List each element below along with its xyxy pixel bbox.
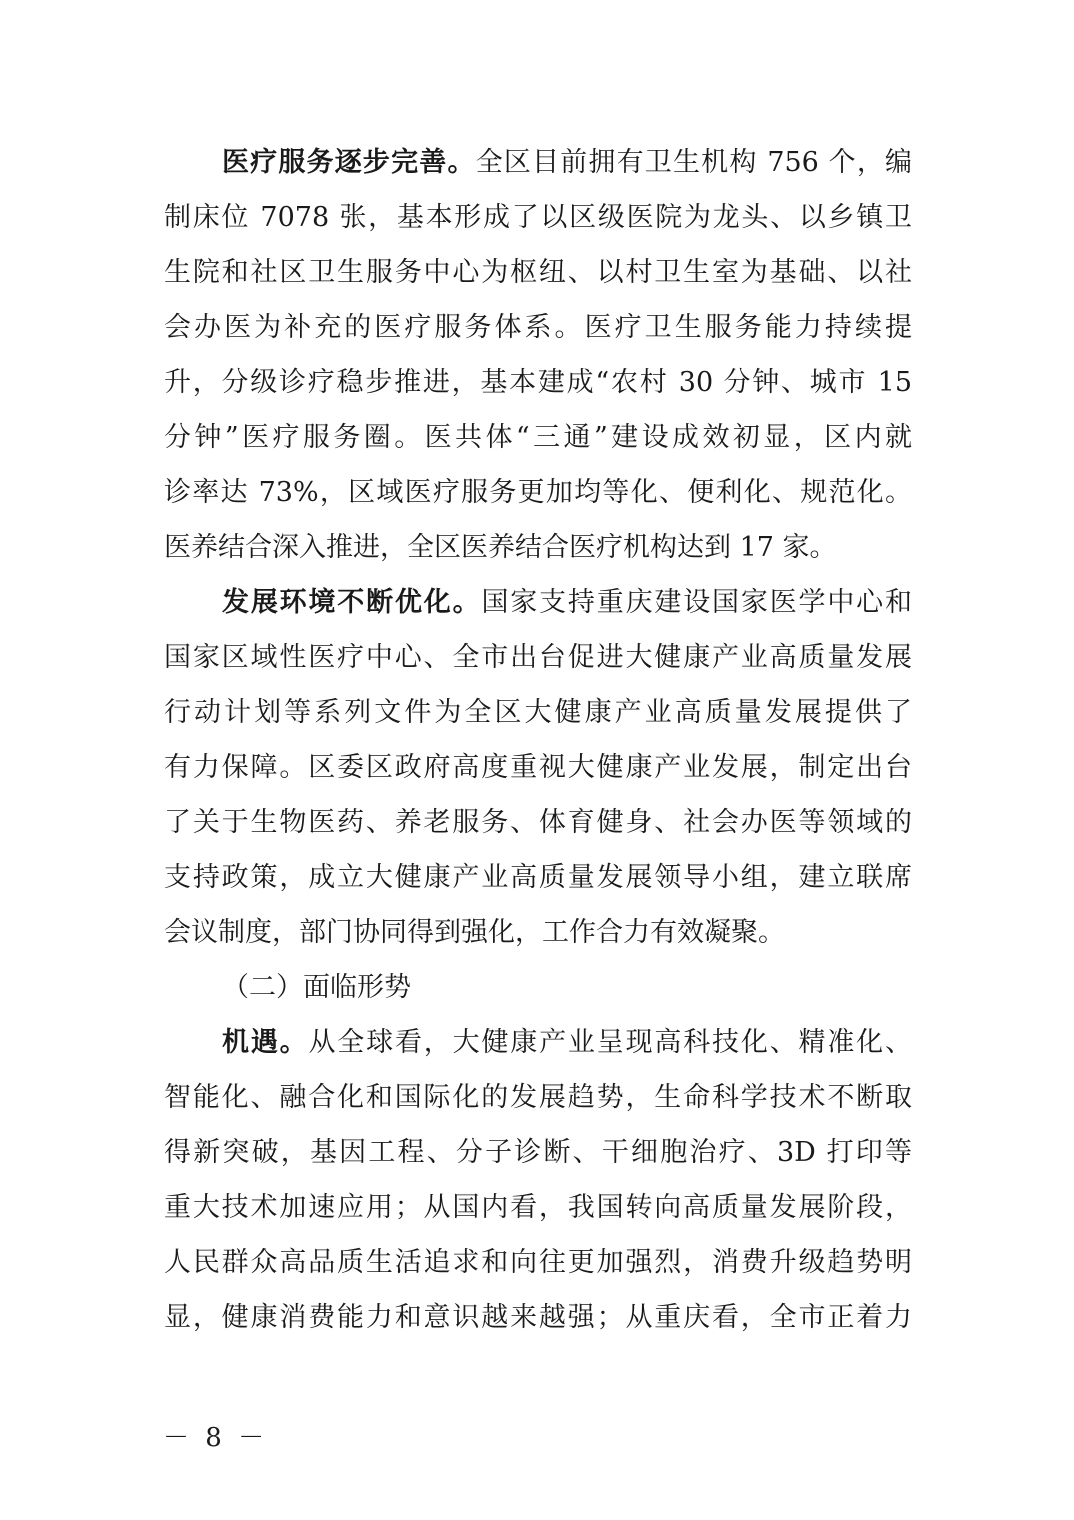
paragraph-2-line-2: 国家区域性医疗中心、全市出台促进大健康产业高质量发展 (164, 642, 912, 673)
paragraph-1-line-3: 生院和社区卫生服务中心为枢纽、以村卫生室为基础、以社 (164, 257, 912, 288)
paragraph-1-line-4: 会办医为补充的医疗服务体系。医疗卫生服务能力持续提 (164, 312, 912, 343)
paragraph-3-first-line-text: 从全球看，大健康产业呈现高科技化、精准化、 (308, 1027, 913, 1058)
paragraph-2-first-line-text: 国家支持重庆建设国家医学中心和 (481, 587, 913, 618)
paragraph-1-lead: 医疗服务逐步完善。 (222, 147, 476, 178)
paragraph-2-line-1 (222, 583, 912, 623)
paragraph-1-line-8: 医养结合深入推进，全区医养结合医疗机构达到 17 家。 (164, 532, 837, 563)
paragraph-1-line-1 (222, 143, 912, 183)
paragraph-3-line-2: 智能化、融合化和国际化的发展趋势，生命科学技术不断取 (164, 1082, 912, 1113)
paragraph-3-lead: 机遇。 (222, 1027, 309, 1058)
paragraph-1-line-2: 制床位 7078 张，基本形成了以区级医院为龙头、以乡镇卫 (164, 202, 912, 233)
paragraph-3-line-3: 得新突破，基因工程、分子诊断、干细胞治疗、3D 打印等 (164, 1137, 912, 1168)
paragraph-2-line-6: 支持政策，成立大健康产业高质量发展领导小组，建立联席 (164, 862, 912, 893)
paragraph-3-line-5: 人民群众高品质生活追求和向往更加强烈，消费升级趋势明 (164, 1247, 912, 1278)
paragraph-1-line-7: 诊率达 73%，区域医疗服务更加均等化、便利化、规范化。 (164, 477, 912, 508)
paragraph-3-line-6: 显，健康消费能力和意识越来越强；从重庆看，全市正着力 (164, 1302, 912, 1333)
paragraph-3-line-4: 重大技术加速应用；从国内看，我国转向高质量发展阶段， (164, 1192, 912, 1223)
paragraph-3-line-1 (222, 1023, 912, 1063)
paragraph-1-line-6: 分钟”医疗服务圈。医共体“三通”建设成效初显，区内就 (164, 422, 912, 453)
paragraph-2-line-5: 了关于生物医药、养老服务、体育健身、社会办医等领域的 (164, 807, 912, 838)
paragraph-2-line-4: 有力保障。区委区政府高度重视大健康产业发展，制定出台 (164, 752, 912, 783)
paragraph-1-first-line-text: 全区目前拥有卫生机构 756 个，编 (475, 147, 913, 178)
paragraph-2-line-3: 行动计划等系列文件为全区大健康产业高质量发展提供了 (164, 697, 912, 728)
section-heading: （二）面临形势 (222, 972, 411, 1003)
page-number: － 8 － (163, 1423, 269, 1453)
paragraph-2-lead: 发展环境不断优化。 (222, 587, 482, 618)
paragraph-2-line-7: 会议制度，部门协同得到强化，工作合力有效凝聚。 (164, 917, 785, 948)
paragraph-1-line-5: 升，分级诊疗稳步推进，基本建成“农村 30 分钟、城市 15 (164, 367, 912, 398)
